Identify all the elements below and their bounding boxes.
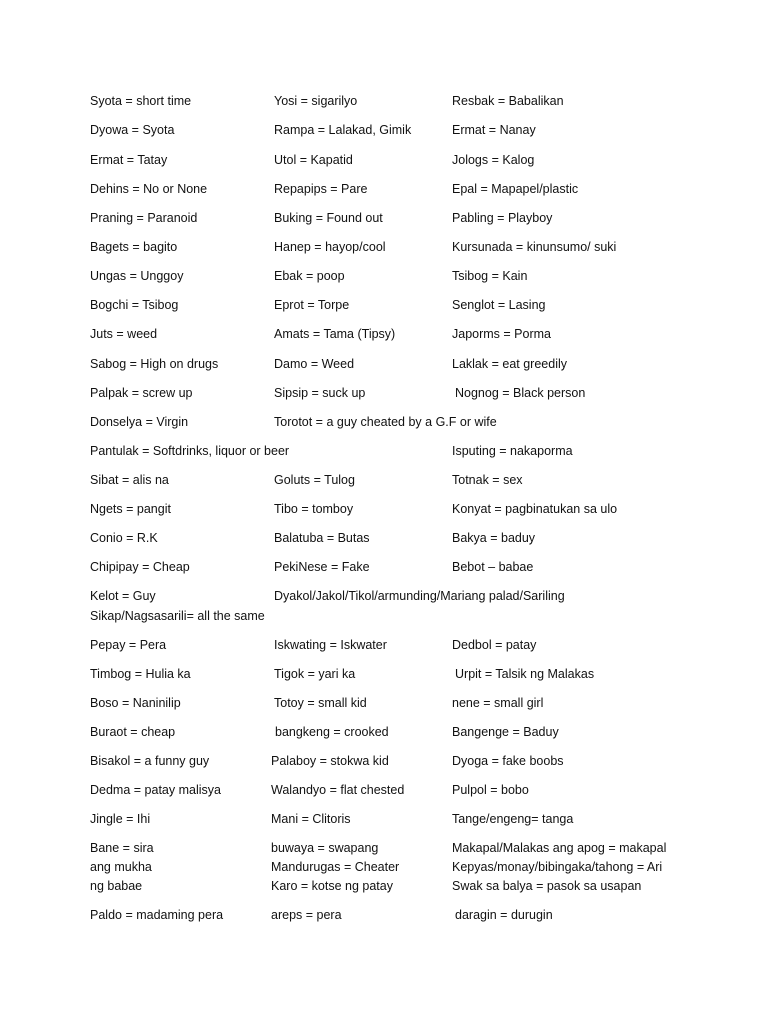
- term-entry: Tigok = yari ka: [274, 667, 356, 681]
- term-entry: Mandurugas = Cheater: [271, 860, 400, 874]
- term-entry: daragin = durugin: [455, 908, 553, 922]
- term-entry: Iskwating = Iskwater: [274, 638, 387, 652]
- term-entry: Palaboy = stokwa kid: [271, 754, 389, 768]
- term-entry-continuation: Sikap/Nagsasarili= all the same: [90, 609, 265, 623]
- term-entry: Paldo = madaming pera: [90, 908, 224, 922]
- term-entry: Dedma = patay malisya: [90, 783, 221, 797]
- term-entry: Sipsip = suck up: [274, 386, 366, 400]
- term-entry: Dyoga = fake boobs: [452, 754, 564, 768]
- term-entry: buwaya = swapang: [271, 841, 379, 855]
- term-entry: Tange/engeng= tanga: [452, 812, 574, 826]
- term-entry-continuation: ng babae: [90, 879, 143, 893]
- term-entry: Totnak = sex: [452, 473, 523, 487]
- term-entry: Konyat = pagbinatukan sa ulo: [452, 502, 618, 516]
- term-entry: Epal = Mapapel/plastic: [452, 182, 579, 196]
- term-entry: Urpit = Talsik ng Malakas: [455, 667, 595, 681]
- term-entry: Bakya = baduy: [452, 531, 536, 545]
- term-entry: Isputing = nakaporma: [452, 444, 573, 458]
- term-entry: Torotot = a guy cheated by a G.F or wife: [274, 415, 497, 429]
- term-entry: Chipipay = Cheap: [90, 560, 190, 574]
- term-entry-continuation: ang mukha: [90, 860, 152, 874]
- term-entry: Walandyo = flat chested: [271, 783, 405, 797]
- term-entry: Syota = short time: [90, 94, 192, 108]
- term-entry: PekiNese = Fake: [274, 560, 370, 574]
- term-entry: Amats = Tama (Tipsy): [274, 327, 396, 341]
- term-entry: Conio = R.K: [90, 531, 158, 545]
- term-entry: Kursunada = kinunsumo/ suki: [452, 240, 617, 254]
- term-entry: Dyowa = Syota: [90, 123, 175, 137]
- term-entry: Palpak = screw up: [90, 386, 193, 400]
- term-entry: Ermat = Nanay: [452, 123, 536, 137]
- term-entry: Senglot = Lasing: [452, 298, 546, 312]
- term-entry: bangkeng = crooked: [275, 725, 389, 739]
- term-entry: Bisakol = a funny guy: [90, 754, 210, 768]
- term-entry: Ungas = Unggoy: [90, 269, 184, 283]
- term-entry: Resbak = Babalikan: [452, 94, 564, 108]
- term-entry: Totoy = small kid: [274, 696, 367, 710]
- term-entry: Repapips = Pare: [274, 182, 368, 196]
- term-entry: Tibo = tomboy: [274, 502, 354, 516]
- term-entry: Makapal/Malakas ang apog = makapal: [452, 841, 667, 855]
- term-entry: Bagets = bagito: [90, 240, 178, 254]
- term-entry: Nognog = Black person: [455, 386, 586, 400]
- term-entry: Japorms = Porma: [452, 327, 551, 341]
- term-entry: areps = pera: [271, 908, 342, 922]
- term-entry: Bebot – babae: [452, 560, 534, 574]
- term-entry: Sibat = alis na: [90, 473, 169, 487]
- term-entry: Utol = Kapatid: [274, 153, 353, 167]
- term-entry: Donselya = Virgin: [90, 415, 189, 429]
- term-entry: Yosi = sigarilyo: [274, 94, 358, 108]
- term-entry: Bane = sira: [90, 841, 154, 855]
- term-entry: Ermat = Tatay: [90, 153, 168, 167]
- term-entry: Juts = weed: [90, 327, 158, 341]
- term-entry: nene = small girl: [452, 696, 544, 710]
- term-entry: Dyakol/Jakol/Tikol/armunding/Mariang palad/Sariling: [274, 589, 565, 603]
- term-entry: Tsibog = Kain: [452, 269, 528, 283]
- term-entry: Balatuba = Butas: [274, 531, 370, 545]
- term-entry: Dedbol = patay: [452, 638, 537, 652]
- term-entry: Timbog = Hulia ka: [90, 667, 191, 681]
- term-entry: Rampa = Lalakad, Gimik: [274, 123, 412, 137]
- term-entry: Sabog = High on drugs: [90, 357, 219, 371]
- term-entry: Praning = Paranoid: [90, 211, 198, 225]
- term-entry: Mani = Clitoris: [271, 812, 351, 826]
- term-entry: Kepyas/monay/bibingaka/tahong = Ari: [452, 860, 663, 874]
- term-entry: Jingle = Ihi: [90, 812, 151, 826]
- term-entry: Boso = Naninilip: [90, 696, 181, 710]
- term-entry: Damo = Weed: [274, 357, 355, 371]
- term-entry: Dehins = No or None: [90, 182, 208, 196]
- term-entry: Goluts = Tulog: [274, 473, 355, 487]
- term-entry: Hanep = hayop/cool: [274, 240, 386, 254]
- term-entry: Bangenge = Baduy: [452, 725, 559, 739]
- term-entry: Bogchi = Tsibog: [90, 298, 179, 312]
- term-entry: Pabling = Playboy: [452, 211, 553, 225]
- term-entry: Buking = Found out: [274, 211, 383, 225]
- term-entry: Jologs = Kalog: [452, 153, 535, 167]
- term-entry: Laklak = eat greedily: [452, 357, 568, 371]
- term-entry: Pulpol = bobo: [452, 783, 529, 797]
- term-entry: Pantulak = Softdrinks, liquor or beer: [90, 444, 290, 458]
- term-entry: Pepay = Pera: [90, 638, 167, 652]
- term-entry: Eprot = Torpe: [274, 298, 350, 312]
- term-entry: Kelot = Guy: [90, 589, 156, 603]
- term-entry: Ebak = poop: [274, 269, 345, 283]
- term-entry: Karo = kotse ng patay: [271, 879, 393, 893]
- term-entry: Swak sa balya = pasok sa usapan: [452, 879, 642, 893]
- term-entry: Ngets = pangit: [90, 502, 171, 516]
- term-entry: Buraot = cheap: [90, 725, 176, 739]
